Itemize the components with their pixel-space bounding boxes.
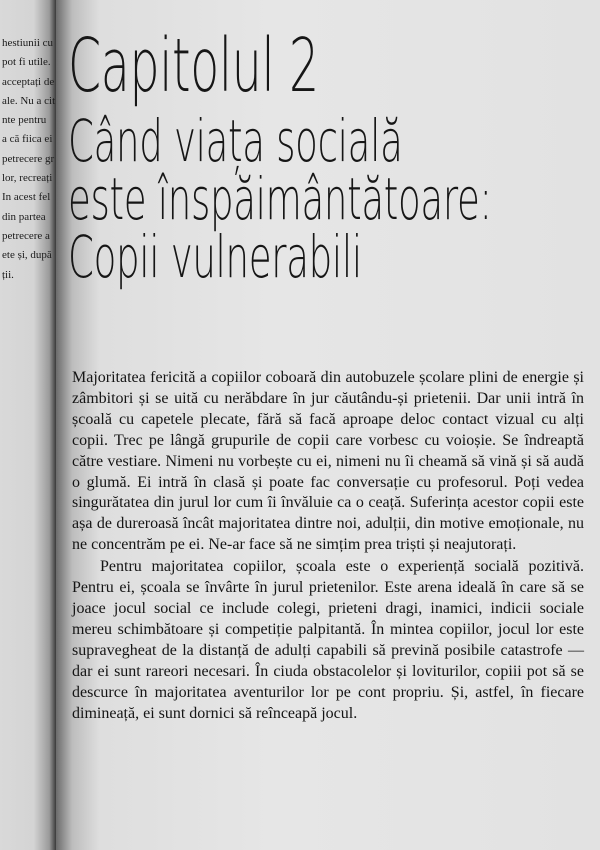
paragraph: Majoritatea fericită a copiilor coboară din autobuzele școlare plini de energie și zâmbitori și se uită cu nerăbdare în jur căutându-și prietenii. Dar unii intră în școală cu capetele plecate, fără să facă aproape deloc contact vizual cu alți copii. Trec pe lângă grupurile de copii care vorbesc cu voioșie. Se îndreaptă către vestiare. Nimeni nu vorbește cu ei, nimeni nu îi cheamă să vină și să audă o glumă. Ei intră în clasă și poate fac conversație cu profesorul. Poți vedea singurătatea din jurul lor cum îi învăluie ca o ceață. Suferința acestor copii este așa de dureroasă încât majoritatea dintre noi, adulții, din motive emoționale, nu ne concentrăm pe ei. Ne-ar face să ne simțim prea triști și neajutorați.: [72, 369, 584, 554]
chapter-title-line: Copii vulnerabili: [68, 223, 362, 291]
left-page-line: ale. Nu a cit: [2, 94, 56, 107]
left-page-line: pot fi utile.: [2, 56, 51, 69]
left-page-line: nte pentru: [2, 114, 47, 127]
left-page-line: In acest fel: [2, 191, 51, 204]
body-text: [72, 368, 584, 724]
left-page-line: acceptați de: [2, 75, 55, 88]
left-page-text: [2, 34, 56, 285]
chapter-title-line: Când viața socială: [68, 107, 403, 175]
left-page-line: a că fiica ei: [2, 133, 53, 146]
left-page-line: petrecere gr: [2, 152, 55, 165]
paragraph: Pentru majoritatea copiilor, școala este o experiență socială pozitivă. Pentru ei, școala se învârte în jurul prietenilor. Este arena ideală în care să se joace jocul social ce include colegi, prieteni dragi, inamici, indicii sociale mereu schimbătoare și competiție palpitantă. În mintea copiilor, jocul lor este supravegheat de la distanță de adulți capabili să prevină posibile catastrofe — dar ei sunt rareori necesari. În ciuda obstacolelor și loviturilor, copiii pot să se descurce în majoritatea aventurilor lor pe cont propriu. Și, astfel, în fiecare dimineață, ei sunt dornici să reînceapă jocul.: [72, 558, 584, 722]
left-page-line: petrecere a: [2, 229, 50, 242]
left-page-line: hestiunii cu: [2, 37, 54, 49]
left-page-line: ții.: [2, 268, 14, 281]
left-page-line: lor, recreați: [2, 172, 53, 185]
chapter-heading: [68, 23, 492, 291]
chapter-label: Capitolul 2: [68, 23, 319, 109]
left-page-line: ete și, după: [2, 249, 52, 262]
left-page-edge: [0, 0, 56, 850]
left-page-line: din partea: [2, 210, 46, 223]
chapter-title-line: este înspăimântătoare:: [68, 165, 492, 233]
book-page: [56, 0, 600, 850]
